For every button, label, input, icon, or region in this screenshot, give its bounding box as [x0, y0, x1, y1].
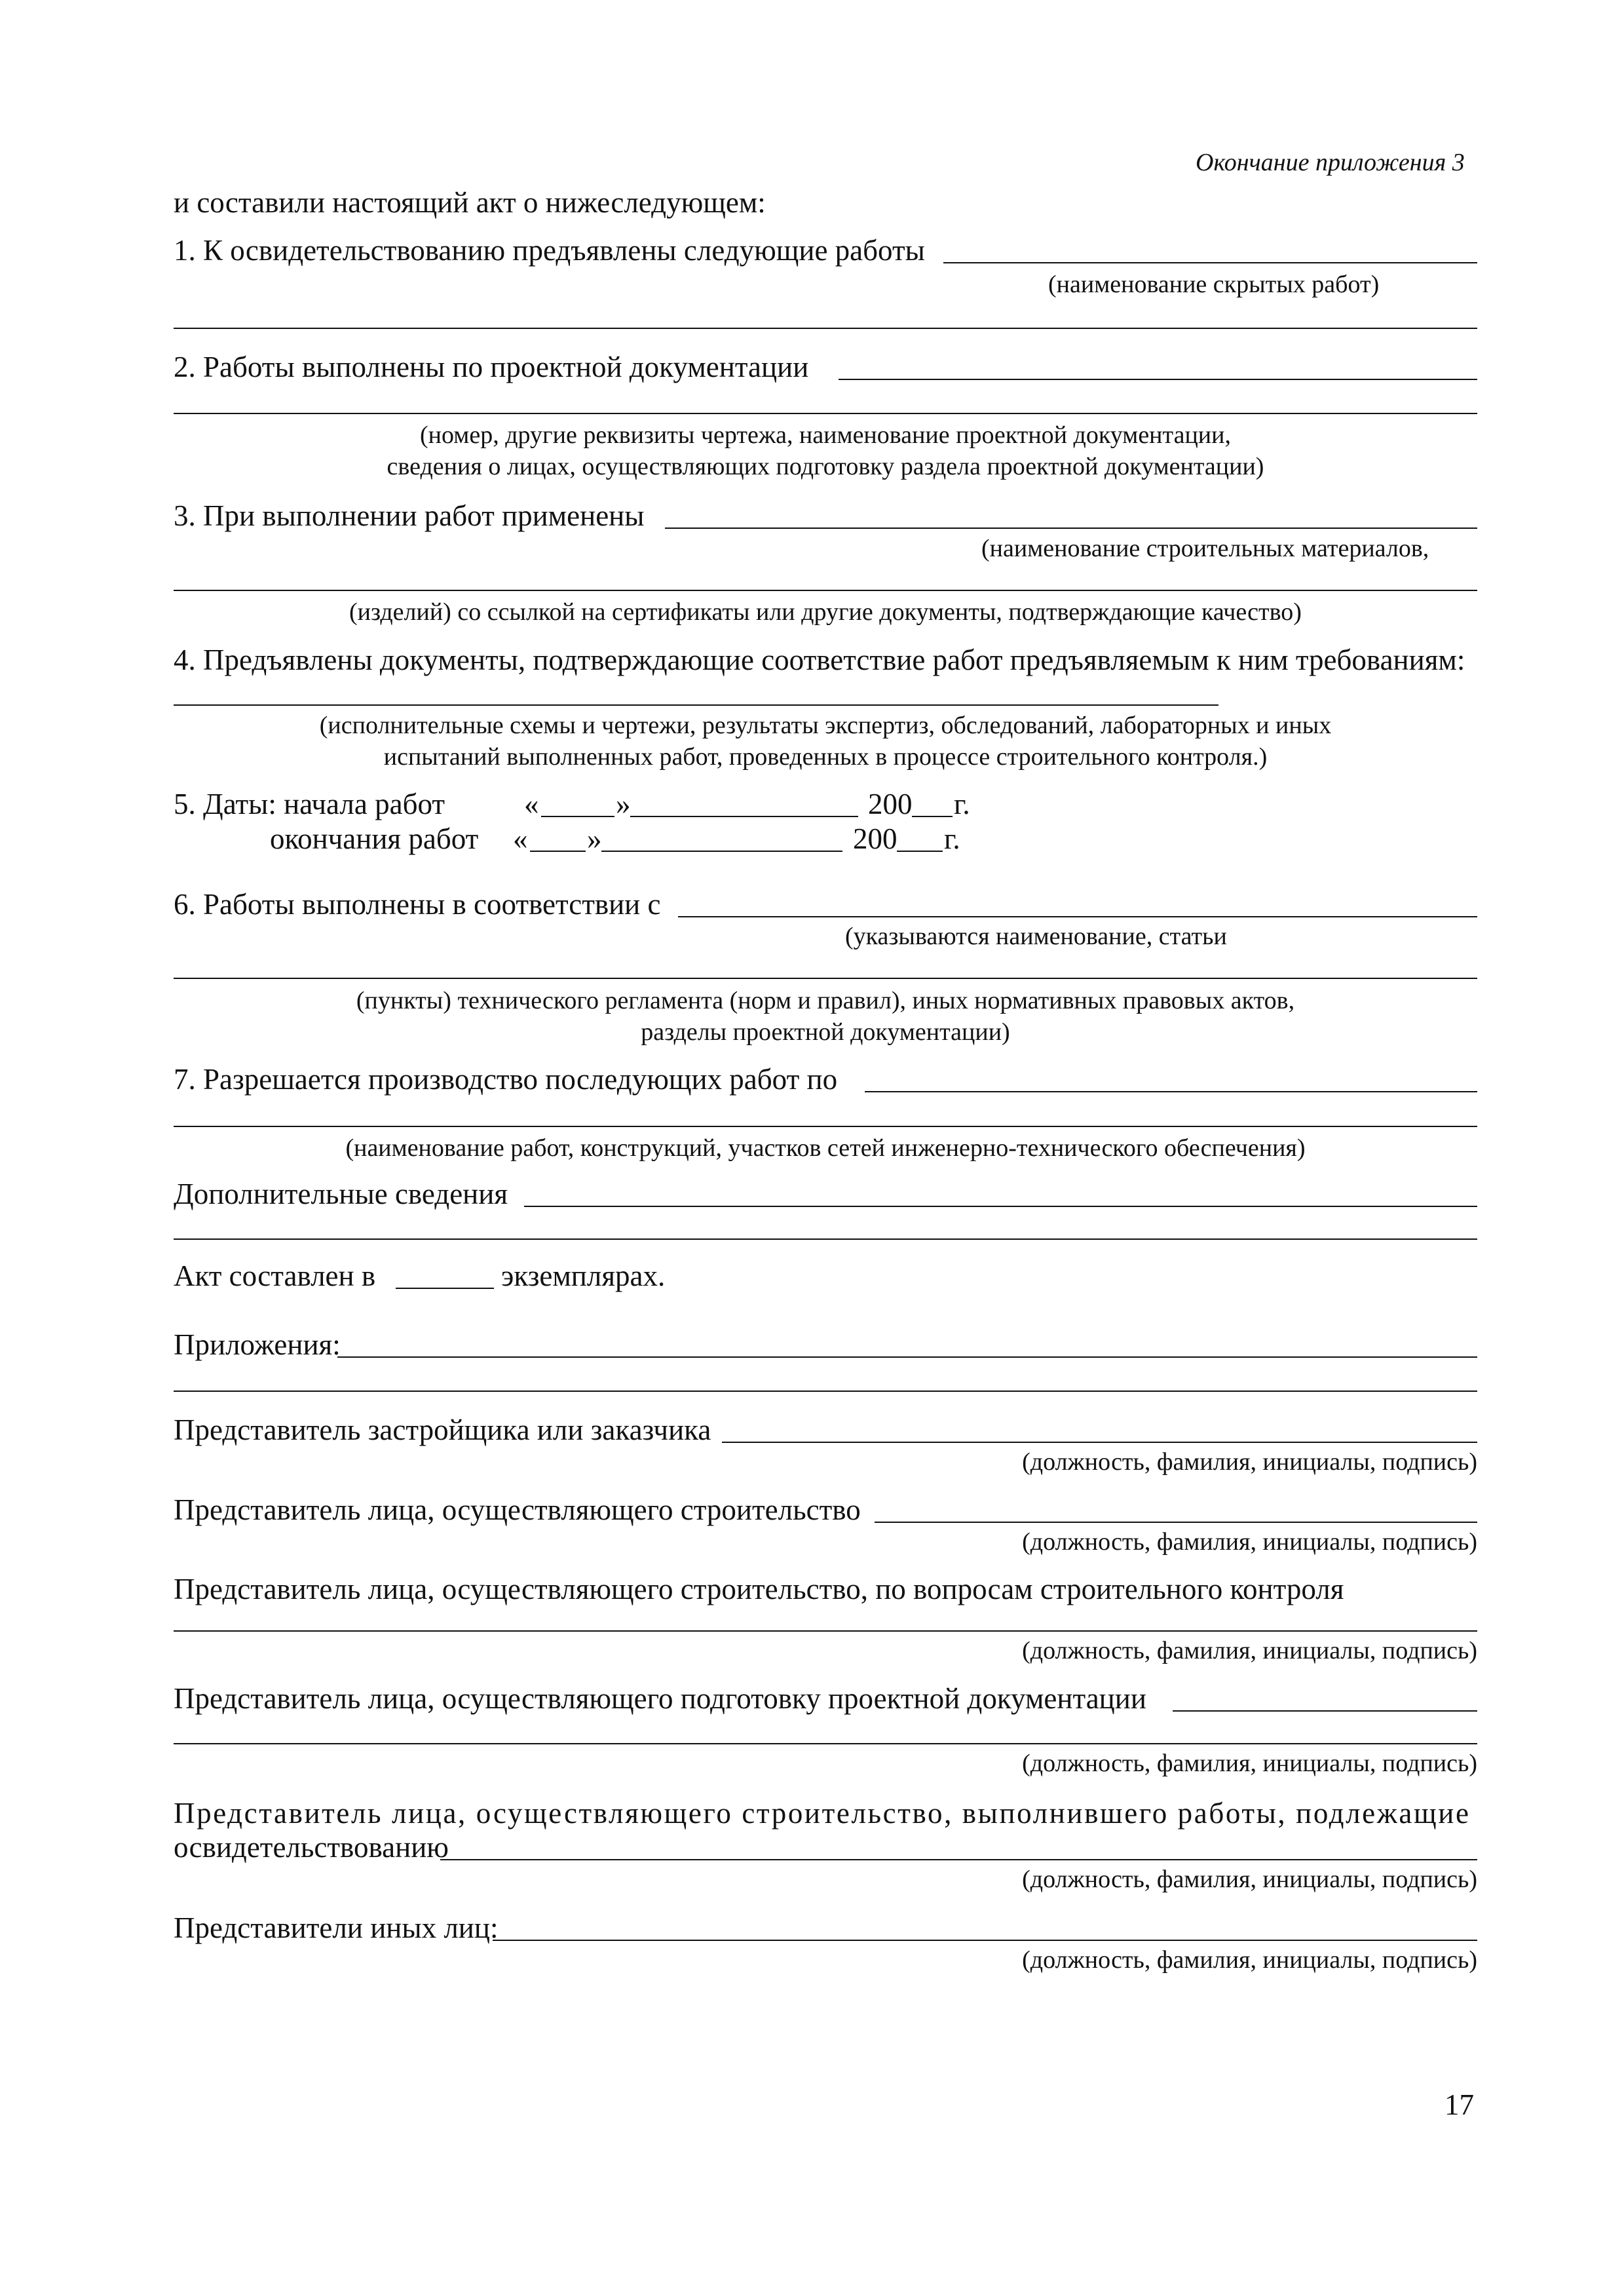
copies-label: Акт составлен в	[174, 1259, 376, 1292]
item3-caption-line2: (изделий) со ссылкой на сертификаты или другие документы, подтверждающие качество)	[349, 598, 1302, 626]
item6-field-line[interactable]	[678, 916, 1477, 917]
start-month-field[interactable]	[630, 816, 858, 817]
item4-caption-line1: (исполнительные схемы и чертежи, результаты экспертиз, обследований, лабораторных и иных	[319, 712, 1332, 739]
item7-label: 7. Разрешается производство последующих работ по	[174, 1063, 838, 1096]
start-date-label: 5. Даты: начала работ	[174, 788, 445, 820]
item2-label: 2. Работы выполнены по проектной документации	[174, 351, 809, 383]
executor-rep-label-line1: Представитель лица, осуществляющего строительство, выполнившего работы, подлежащие	[174, 1797, 1471, 1830]
design-rep-label: Представитель лица, осуществляющего подготовку проектной документации	[174, 1682, 1146, 1715]
item7-field-line[interactable]	[865, 1091, 1477, 1092]
item7-extra-line[interactable]	[174, 1126, 1477, 1127]
item2-caption-line1: (номер, другие реквизиты чертежа, наименование проектной документации,	[420, 421, 1231, 449]
additional-info-extra-line[interactable]	[174, 1238, 1477, 1240]
start-year-prefix: 200	[868, 788, 913, 820]
start-year-field[interactable]	[912, 816, 953, 817]
builder-rep-caption: (должность, фамилия, инициалы, подпись)	[1022, 1528, 1477, 1556]
start-quote-open: «	[524, 788, 539, 820]
design-rep-extra-line[interactable]	[174, 1743, 1477, 1744]
item1-field-line[interactable]	[943, 262, 1477, 263]
item1-extra-line[interactable]	[174, 328, 1477, 329]
item6-caption-line3: разделы проектной документации)	[641, 1018, 1010, 1046]
executor-rep-label-line2: освидетельствованию	[174, 1831, 449, 1864]
end-date-label: окончания работ	[270, 822, 479, 855]
builder-rep-label: Представитель лица, осуществляющего строительство	[174, 1493, 861, 1526]
end-day-field[interactable]	[530, 851, 586, 852]
item4-caption-line2: испытаний выполненных работ, проведенных в процессе строительного контроля.)	[383, 743, 1268, 771]
item2-field-line[interactable]	[839, 379, 1477, 380]
item3-field-line[interactable]	[665, 528, 1477, 529]
item3-label: 3. При выполнении работ применены	[174, 499, 645, 532]
customer-rep-label: Представитель застройщика или заказчика	[174, 1413, 711, 1446]
control-rep-caption: (должность, фамилия, инициалы, подпись)	[1022, 1637, 1477, 1664]
design-rep-caption: (должность, фамилия, инициалы, подпись)	[1022, 1750, 1477, 1777]
design-rep-field[interactable]	[1173, 1710, 1477, 1712]
control-rep-field[interactable]	[174, 1630, 1477, 1632]
builder-rep-field[interactable]	[875, 1522, 1477, 1523]
additional-info-label: Дополнительные сведения	[174, 1178, 508, 1210]
item6-caption-line1: (указываются наименование, статьи	[845, 923, 1227, 950]
attachments-extra-line[interactable]	[174, 1391, 1477, 1392]
end-quote-open: «	[513, 822, 528, 855]
item6-extra-line[interactable]	[174, 978, 1477, 979]
end-quote-close: »	[587, 822, 602, 855]
other-reps-field[interactable]	[493, 1940, 1477, 1941]
end-year-suffix: г.	[944, 822, 960, 855]
copies-count-field[interactable]	[396, 1288, 494, 1289]
item6-label: 6. Работы выполнены в соответствии с	[174, 888, 661, 921]
intro-text: и составили настоящий акт о нижеследующем:	[174, 186, 766, 219]
start-year-suffix: г.	[954, 788, 970, 820]
item7-caption: (наименование работ, конструкций, участков сетей инженерно-технического обеспечения)	[345, 1134, 1306, 1162]
customer-rep-caption: (должность, фамилия, инициалы, подпись)	[1022, 1448, 1477, 1476]
start-quote-close: »	[616, 788, 631, 820]
item6-caption-line2: (пункты) технического регламента (норм и правил), иных нормативных правовых актов,	[356, 987, 1295, 1014]
other-reps-caption: (должность, фамилия, инициалы, подпись)	[1022, 1946, 1477, 1974]
item2-caption-line2: сведения о лицах, осуществляющих подготовку раздела проектной документации)	[387, 453, 1264, 480]
copies-suffix: экземплярах.	[501, 1259, 666, 1292]
page-number: 17	[1445, 2088, 1474, 2121]
attachments-label: Приложения:	[174, 1328, 341, 1361]
item2-extra-line[interactable]	[174, 413, 1477, 414]
other-reps-label: Представители иных лиц:	[174, 1911, 499, 1944]
item1-caption: (наименование скрытых работ)	[1048, 271, 1380, 298]
item1-label: 1. К освидетельствованию предъявлены следующие работы	[174, 234, 925, 267]
end-year-prefix: 200	[853, 822, 897, 855]
attachments-field[interactable]	[337, 1356, 1477, 1358]
appendix-header: Окончание приложения 3	[1196, 149, 1465, 176]
item4-field-line[interactable]	[174, 704, 1218, 706]
end-year-field[interactable]	[897, 851, 943, 852]
item4-label: 4. Предъявлены документы, подтверждающие соответствие работ предъявляемым к ним требованиям:	[174, 643, 1465, 676]
executor-rep-field[interactable]	[440, 1859, 1477, 1860]
customer-rep-field[interactable]	[722, 1442, 1477, 1443]
control-rep-label: Представитель лица, осуществляющего строительство, по вопросам строительного контроля	[174, 1573, 1344, 1605]
executor-rep-caption: (должность, фамилия, инициалы, подпись)	[1022, 1866, 1477, 1893]
item3-caption-line1: (наименование строительных материалов,	[981, 535, 1429, 562]
start-day-field[interactable]	[541, 816, 614, 817]
end-month-field[interactable]	[601, 851, 842, 852]
additional-info-field[interactable]	[524, 1206, 1477, 1207]
item3-extra-line[interactable]	[174, 590, 1477, 591]
